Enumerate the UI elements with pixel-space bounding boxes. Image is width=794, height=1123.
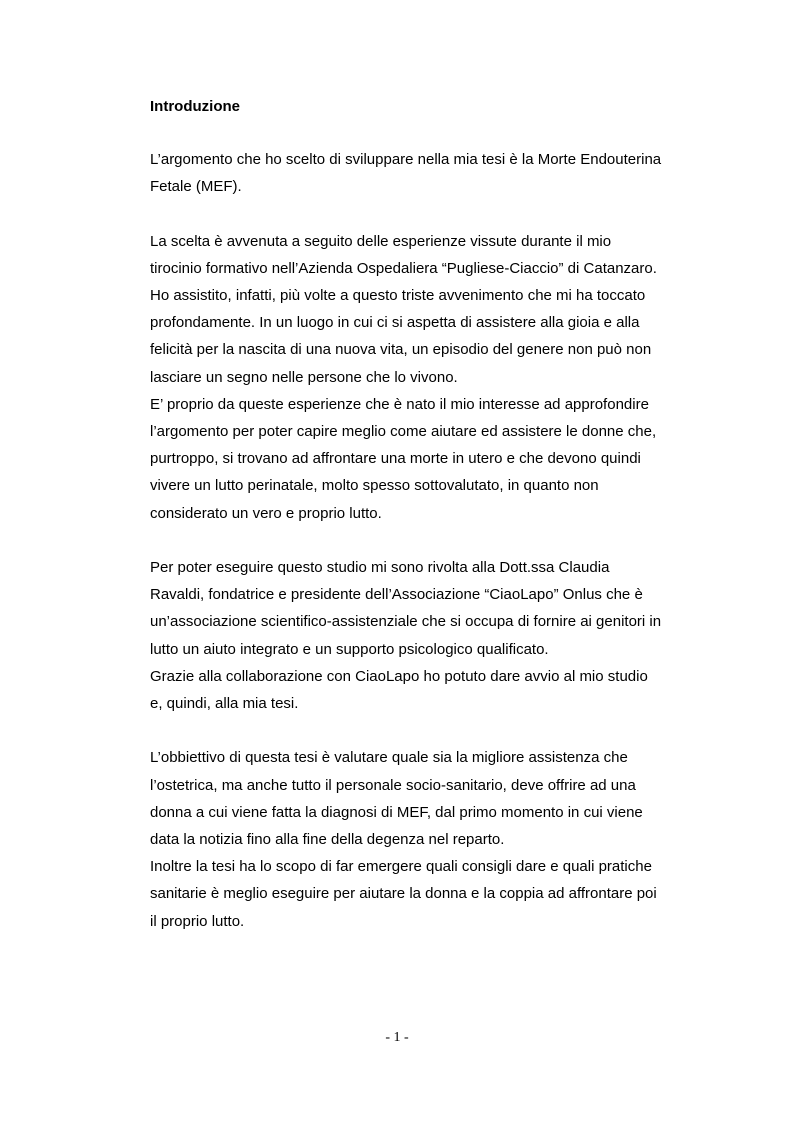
text-line: lasciare un segno nelle persone che lo vivono. [150,368,458,386]
text-line: un’associazione scientifico-assistenziale che si occupa di fornire ai genitori in [150,613,662,631]
paragraph [150,146,710,200]
text-line: purtroppo, si trovano ad affrontare una morte in utero e che devono quindi [150,450,641,468]
document-body [150,93,710,935]
paragraphs-container [150,146,710,935]
text-line: donna a cui viene fatta la diagnosi di MEF, dal primo momento in cui viene [150,803,643,821]
text-line: considerato un vero e proprio lutto. [150,504,382,522]
text-line: Ravaldi, fondatrice e presidente dell’Associazione “CiaoLapo” Onlus che è [150,586,643,604]
text-line: Ho assistito, infatti, più volte a questo triste avvenimento che mi ha toccato [150,287,646,304]
text-line: sanitarie è meglio eseguire per aiutare la donna e la coppia ad affrontare poi [150,885,657,903]
text-line: Fetale (MEF). [150,178,242,196]
paragraph [150,228,710,527]
text-line: L’obbiettivo di questa tesi è valutare quale sia la migliore assistenza che [150,749,628,767]
text-line: profondamente. In un luogo in cui ci si aspetta di assistere alla gioia e alla [150,314,640,332]
text-line: e, quindi, alla mia tesi. [150,695,299,713]
text-line: vivere un lutto perinatale, molto spesso sottovalutato, in quanto non [150,477,599,495]
text-line: tirocinio formativo nell’Azienda Ospedaliera “Pugliese-Ciaccio” di Catanzaro. [150,259,657,277]
text-line: E’ proprio da queste esperienze che è nato il mio interesse ad approfondire [150,395,649,413]
section-heading: Introduzione [150,98,240,115]
text-line: L’argomento che ho scelto di sviluppare nella mia tesi è la Morte Endouterina [150,151,662,168]
paragraph [150,554,710,717]
text-line: felicità per la nascita di una nuova vita, un episodio del genere non può non [150,341,652,359]
paragraph [150,744,710,934]
text-line: l’argomento per poter capire meglio come aiutare ed assistere le donne che, [150,423,657,441]
text-line: data la notizia fino alla fine della degenza nel reparto. [150,831,505,849]
page-number: - 1 - [385,1030,409,1045]
paragraph-gap [150,200,710,227]
text-line: lutto un aiuto integrato e un supporto psicologico qualificato. [150,640,549,658]
text-line: l’ostetrica, ma anche tutto il personale socio-sanitario, deve offrire ad una [150,776,636,794]
text-line: il proprio lutto. [150,912,245,930]
paragraph-gap [150,527,710,554]
text-line: La scelta è avvenuta a seguito delle esperienze vissute durante il mio [150,232,612,250]
text-line: Grazie alla collaborazione con CiaoLapo ho potuto dare avvio al mio studio [150,667,648,685]
text-line: Per poter eseguire questo studio mi sono rivolta alla Dott.ssa Claudia [150,559,610,577]
paragraph-gap [150,717,710,744]
text-line: Inoltre la tesi ha lo scopo di far emergere quali consigli dare e quali pratiche [150,858,652,876]
